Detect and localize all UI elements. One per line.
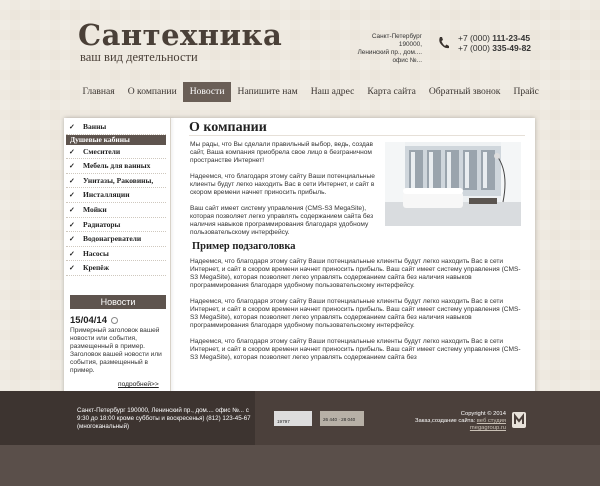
news-text: Примерный заголовок вашей новости или события, размещенный в пример. Заголовок вашей новости или события, размещенный в пример. xyxy=(70,327,162,374)
main-content xyxy=(181,118,531,404)
footer-bottom-band xyxy=(0,445,600,486)
nav-item[interactable]: Наш адрес xyxy=(310,86,355,97)
category-item[interactable] xyxy=(66,159,166,174)
content-box xyxy=(64,118,535,404)
counter-badge-1[interactable]: 19797 xyxy=(274,411,312,426)
category-item[interactable] xyxy=(66,188,166,203)
megagroup-logo-icon[interactable] xyxy=(512,412,526,428)
checkmark-icon: ✓ xyxy=(69,162,75,171)
phone-icon xyxy=(438,36,450,50)
checkmark-icon: ✓ xyxy=(69,191,75,200)
category-label: Ванны xyxy=(83,122,107,131)
header xyxy=(0,0,600,118)
sidebar xyxy=(64,118,171,404)
main-nav xyxy=(76,82,545,102)
copyright: Copyright © 2014 xyxy=(460,411,506,417)
header-address: Санкт-Петербург 190000, Ленинский пр., дом.... офис №... xyxy=(357,33,422,64)
checkmark-icon: ✓ xyxy=(69,176,75,185)
category-item[interactable] xyxy=(66,203,166,218)
studio-link[interactable]: веб студия megagroup.ru xyxy=(469,418,506,431)
category-item[interactable] xyxy=(66,120,166,135)
nav-item[interactable]: О компании xyxy=(127,86,177,97)
category-item[interactable] xyxy=(66,247,166,262)
category-label: Мебель для ванных xyxy=(83,161,151,171)
category-item[interactable] xyxy=(66,218,166,233)
category-label: Душевые кабины xyxy=(70,134,130,144)
news-heading[interactable]: Новости xyxy=(70,295,166,309)
checkmark-icon: ✓ xyxy=(69,205,75,214)
checkmark-icon: ✓ xyxy=(69,123,75,131)
footer xyxy=(0,391,600,486)
news-more-link[interactable]: подробней>> xyxy=(118,381,159,388)
site-logo-title[interactable]: Сантехника xyxy=(78,18,283,52)
category-label: Водонагреватели xyxy=(83,234,142,244)
category-item[interactable] xyxy=(66,232,166,247)
nav-item[interactable]: Обратный звонок xyxy=(428,86,501,97)
counter-badge-2[interactable]: 26 440 · 28 040 xyxy=(320,411,364,426)
category-label: Мойки xyxy=(83,204,107,214)
body-text: Надеемся, что благодаря этому сайту Ваши потенциальные клиенты будут легко находить Вас в сети Интернет, и сайт в скором времени начнет приносить прибыль. Ваш сайт имеет систему управления (CMS-S3 MegaSite), которая позволяет легко управлять содержанием сайта без наличия навыков программирования благодаря удобному пользовательскому интерфейсу. Надеемся, что благодаря этому сайту Ваши потенциальные клиенты будут легко находить Вас в сети Интернет, и сайт в скором времени начнет приносить прибыль. Ваш сайт имеет систему управления (CMS-S3 MegaSite), которая позволяет легко управлять содержанием сайта без наличия навыков программирования благодаря удобному пользовательскому интерфейсу. Надеемся, что благодаря этому сайту Ваши потенциальные клиенты будут легко находить Вас в сети Интернет, и сайт в скором времени начнет приносить прибыль. Ваш сайт имеет систему управления (CMS-S3 MegaSite), которая позволяет легко управлять содержанием сайта без xyxy=(190,258,521,361)
room-photo xyxy=(385,142,521,226)
category-list xyxy=(64,118,170,276)
made-by: Заказ,создание сайта: веб студия megagroup.ru xyxy=(415,418,506,431)
category-label: Радиаторы xyxy=(83,219,121,229)
nav-item[interactable]: Прайс xyxy=(513,86,539,97)
checkmark-icon: ✓ xyxy=(69,147,75,156)
footer-credits xyxy=(388,411,506,432)
footer-address: Санкт-Петербург 190000, Ленинский пр., дом.... офис №... с 9:30 до 18:00 кроме субботы и воскресенья) (812) 123-45-67 (многоканальный) xyxy=(77,407,251,430)
header-phones: +7 (000) 111-23-45 +7 (000) 335-49-82 xyxy=(458,33,532,53)
news-date: 15/04/14 xyxy=(70,315,118,326)
site-logo-subtitle: ваш вид деятельности xyxy=(80,50,198,64)
checkmark-icon: ✓ xyxy=(69,235,75,244)
category-subitem[interactable] xyxy=(66,135,166,145)
checkmark-icon: ✓ xyxy=(69,220,75,229)
category-label: Инсталляции xyxy=(83,190,130,200)
nav-item[interactable]: Напишите нам xyxy=(237,86,298,97)
category-item[interactable] xyxy=(66,145,166,160)
title-divider xyxy=(189,135,525,136)
checkmark-icon: ✓ xyxy=(69,249,75,258)
nav-item[interactable]: Карта сайта xyxy=(367,86,416,97)
category-label: Смесители xyxy=(83,146,121,156)
nav-item[interactable]: Главная xyxy=(82,86,115,97)
category-label: Унитазы, Раковины, xyxy=(83,175,154,185)
subheading: Пример подзаголовка xyxy=(192,241,296,252)
category-label: Крепёж xyxy=(83,263,110,273)
category-item[interactable] xyxy=(66,174,166,189)
category-item[interactable] xyxy=(66,261,166,276)
page-title: О компании xyxy=(189,120,267,135)
clock-icon xyxy=(111,317,118,324)
intro-text: Мы рады, что Вы сделали правильный выбор, ведь, создав сайт, Ваша компания приобрела свое лицо в безграничном пространстве Интернет! Надеемся, что благодаря этому сайту Ваши потенциальные клиенты будут легко находить Вас в сети Интернет, и сайт в скором времени начнет приносить прибыль. Ваш сайт имеет систему управления (CMS-S3 MegaSite), которая позволяет легко управлять содержанием сайта без наличия навыков программирования благодаря удобному пользовательскому интерфейсу. xyxy=(190,141,375,236)
checkmark-icon: ✓ xyxy=(69,264,75,273)
category-label: Насосы xyxy=(83,248,109,258)
nav-item[interactable]: Новости xyxy=(183,82,231,102)
